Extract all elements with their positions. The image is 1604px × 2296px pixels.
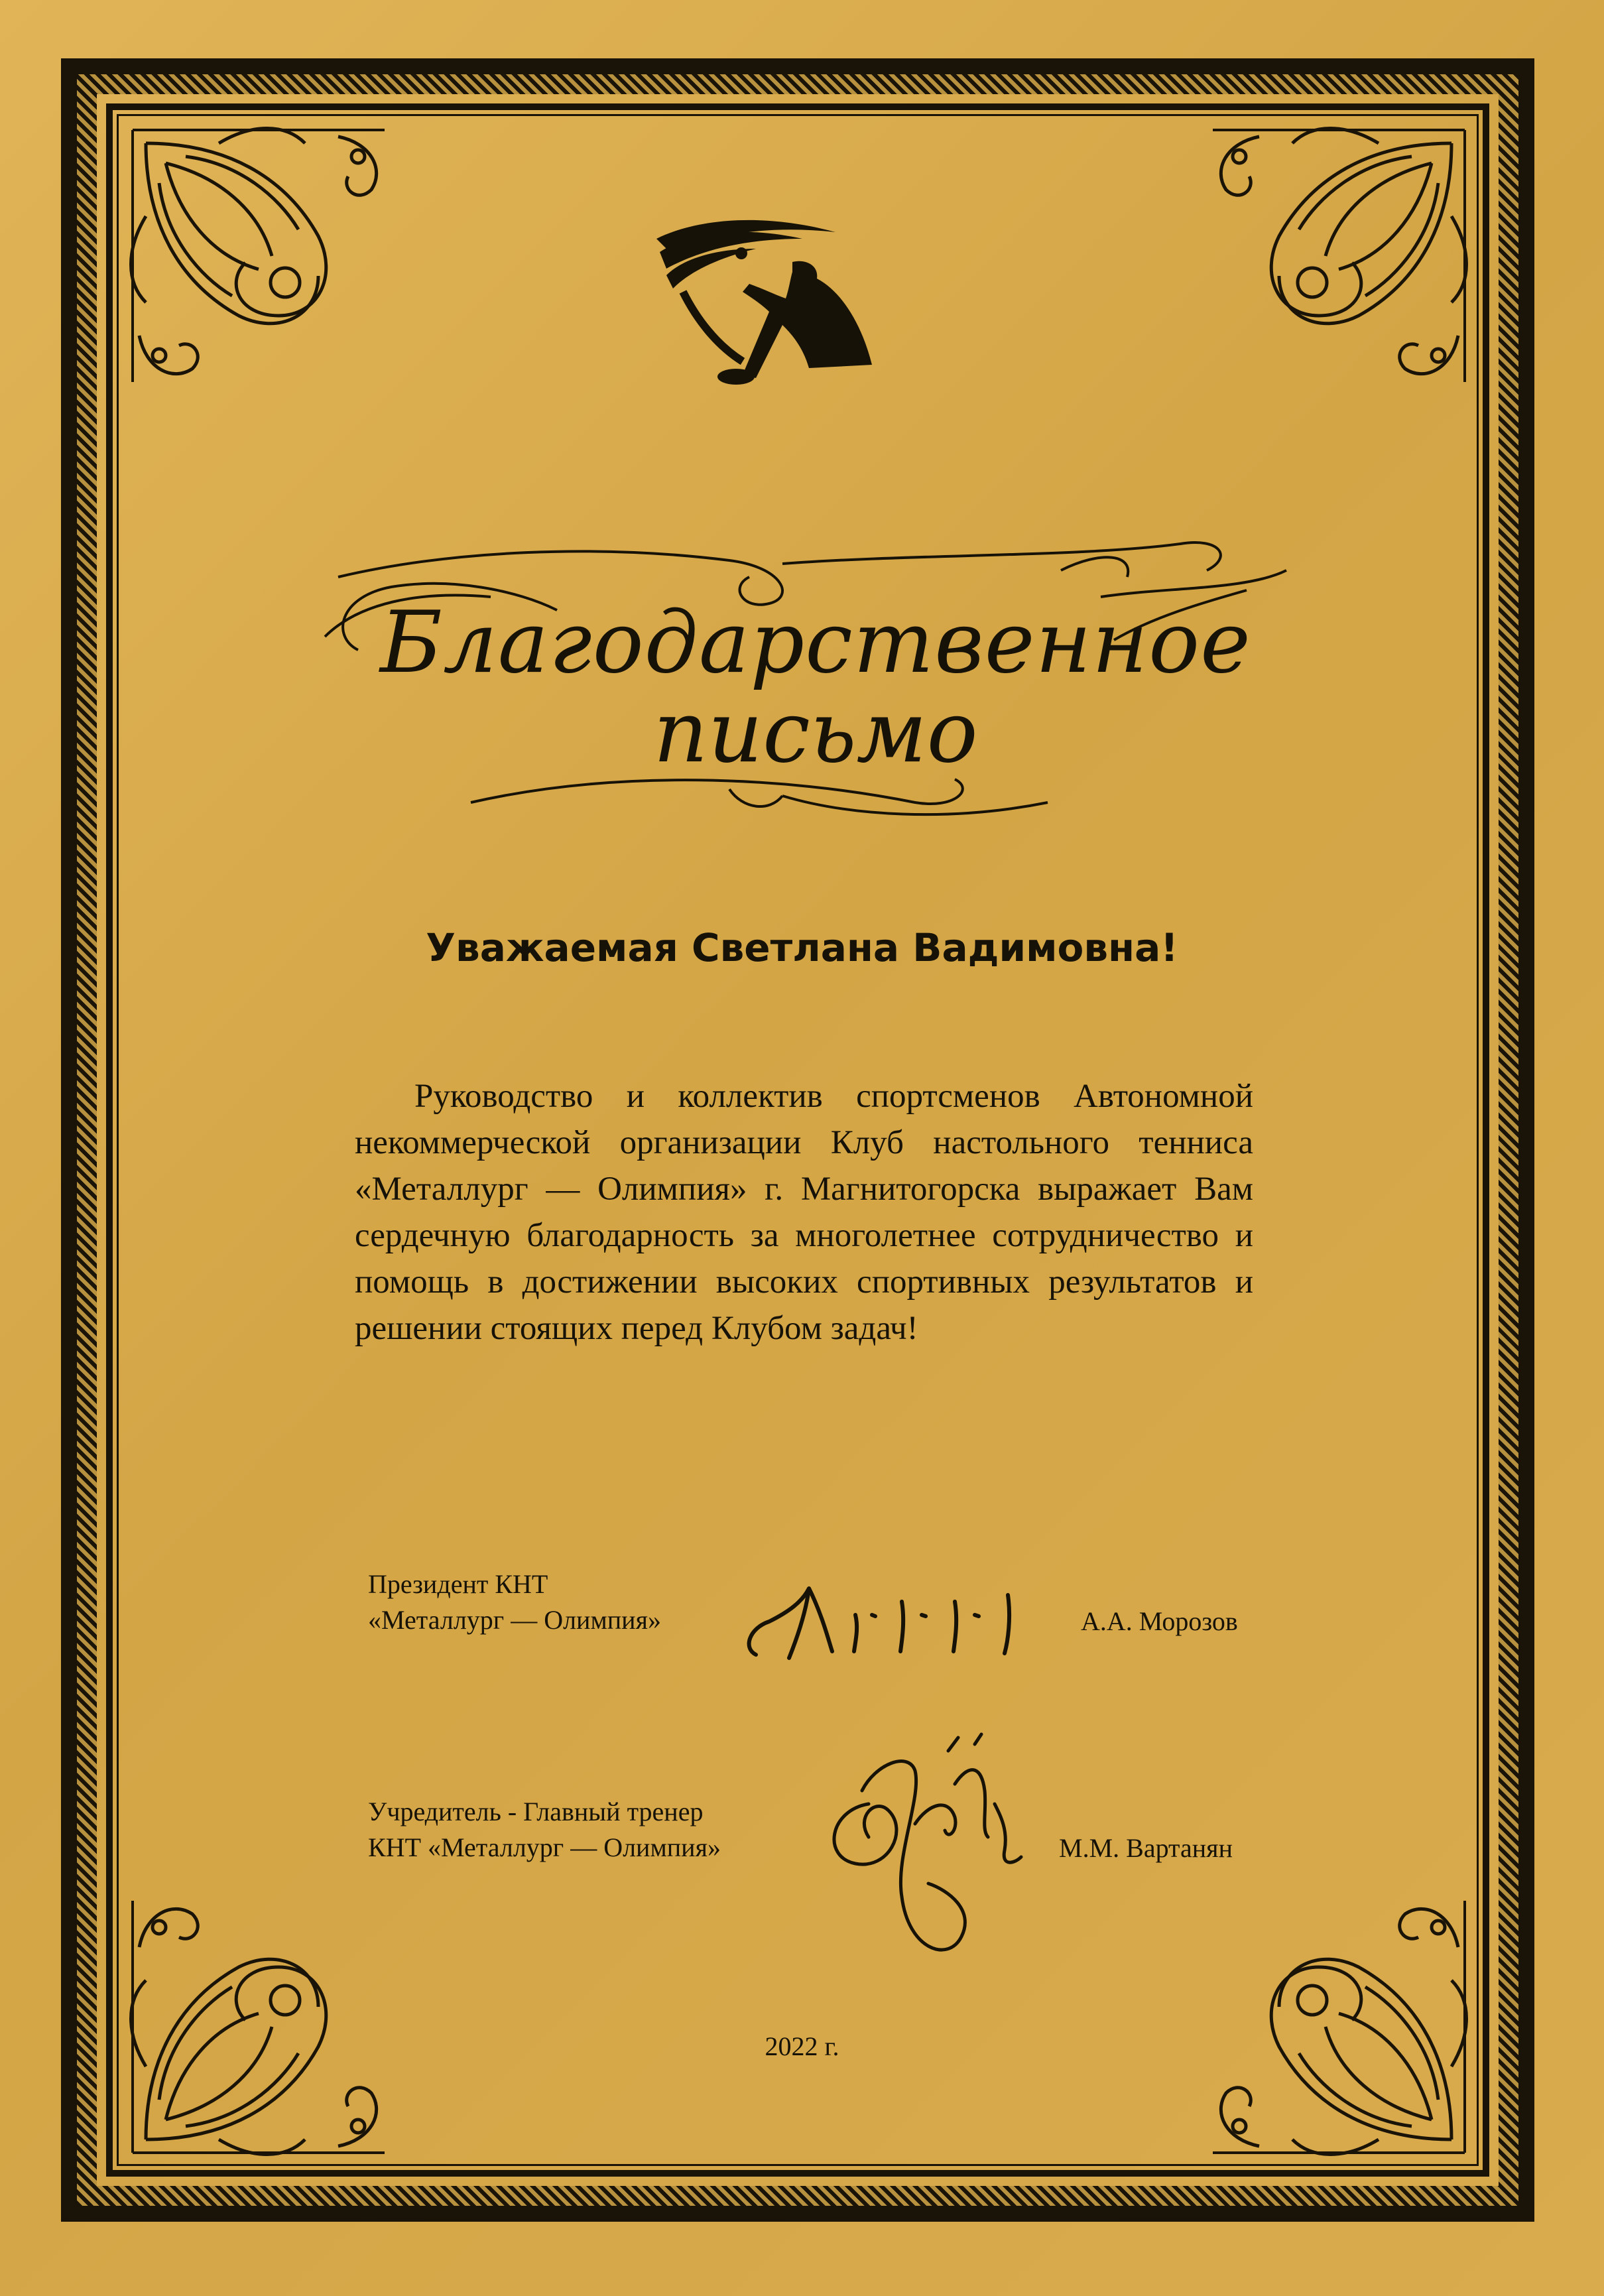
signatory-2-name: М.М. Вартанян	[1059, 1833, 1233, 1863]
document-title	[318, 524, 1313, 829]
corner-ornament-icon	[1200, 1887, 1478, 2166]
corner-ornament-icon	[119, 117, 398, 395]
table-tennis-player-icon	[643, 212, 895, 398]
salutation: Уважаемая Светлана Вадимовна!	[426, 925, 1178, 970]
signatory-1-name: А.А. Морозов	[1081, 1606, 1238, 1636]
body-text: Руководство и коллектив спортсменов Автономной некоммерческой организации Клуб настольного тенниса «Металлург — Олимпия» г. Магнитогорска выражает Вам сердечную благодарность за многолетнее сотрудничество и помощь в достижении высоких спортивных результатов и решении стоящих перед Клубом задач!	[355, 1078, 1253, 1347]
signature-2-icon	[816, 1724, 1034, 1976]
signature-1-icon	[736, 1575, 1048, 1668]
signatory-1-role-line-1: Президент КНТ	[368, 1569, 548, 1599]
corner-ornament-icon	[119, 1887, 398, 2166]
title-line-2: письмо	[653, 683, 978, 782]
signatory-2-role-line-1: Учредитель - Главный тренер	[368, 1797, 704, 1826]
signatory-2-role	[368, 1794, 721, 1866]
signatory-2-role-line-2: КНТ «Металлург — Олимпия»	[368, 1832, 721, 1862]
title-line-1: Благодарственное	[380, 594, 1251, 692]
signatory-1-role	[368, 1566, 661, 1638]
document-year: 2022 г.	[765, 2031, 839, 2061]
corner-ornament-icon	[1200, 117, 1478, 395]
signatory-1-role-line-2: «Металлург — Олимпия»	[368, 1605, 661, 1635]
